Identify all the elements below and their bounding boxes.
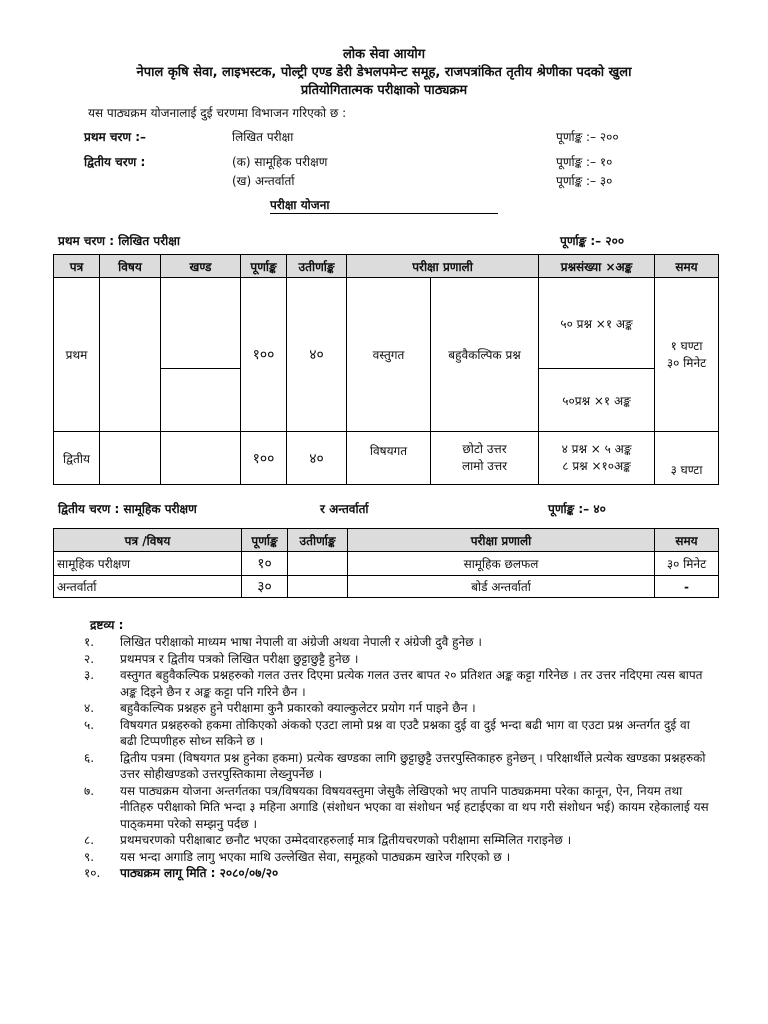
row2-full-marks: १००	[241, 432, 287, 485]
row2-subject	[100, 432, 161, 485]
note-text: यस पाठ्यक्रम योजना अन्तर्गतका पत्र/विषयका विषयवस्तुमा जेसुकै लेखिएको भए तापनि पाठ्यक्रममा परेका कानून, ऐन, नियम तथा नीतिहरु परीक्षाको मिति भन्दा ३ महिना अगाडि (संशोधन भएका वा संशोधन भई हटाईएका वा थप गरी संशोधन भई) कायम रहेकालाई यस पाठ्कममा परेको सम्झनु पर्दछ ।	[120, 783, 709, 831]
row-subject: सामूहिक परीक्षण	[54, 552, 242, 576]
row2-question-count: ४ प्रश्न × ५ अङ्क ८ प्रश्न ×१०अङ्क	[539, 432, 655, 485]
header-line-3: प्रतियोगितात्मक परीक्षाको पाठ्यक्रम	[300, 83, 468, 98]
table2-header-time: समय	[655, 529, 719, 552]
second-stage-label: द्वितीय चरण :	[84, 155, 146, 169]
table2-header-pass-marks: उतीर्णाङ्क	[288, 529, 348, 552]
header-line-2: नेपाल कृषि सेवा, लाइभस्टक, पोल्ट्री एण्ड डेरी डेभलपमेन्ट समूह, राजपत्रांकित तृतीय श्रेणीका पदको खुला	[136, 65, 632, 80]
table1-header-pass-marks: उतीर्णाङ्क	[287, 255, 347, 278]
table1-header-full-marks: पूर्णाङ्क	[241, 255, 287, 278]
row1-full-marks: १००	[241, 278, 287, 432]
row2-question-kind: छोटो उत्तर लामो उत्तर	[431, 432, 539, 485]
note-text: वस्तुगत बहुवैकल्पिक प्रश्नहरुको गलत उत्तर दिएमा प्रत्येक गलत उत्तर बापत २० प्रतिशत अङ्क कट्टा गरिनेछ । तर उत्तर नदिएमा त्यस बापत अङ्क दिइने छैन र अङ्क कट्टा पनि गरिने छैन ।	[120, 668, 703, 699]
list-item	[84, 700, 710, 717]
note-number: ९.	[84, 849, 95, 864]
note-number: १०.	[84, 866, 101, 880]
notes-title: द्रष्टव्य :	[90, 618, 124, 632]
list-item	[84, 832, 710, 849]
table1-header-subject: विषय	[100, 255, 161, 278]
table1-header-time: समय	[655, 255, 719, 278]
row2-exam-type: विषयगत	[347, 432, 431, 485]
header-line-1: लोक सेवा आयोग	[342, 47, 426, 62]
table1-header-question-count: प्रश्नसंख्या ×अङ्क	[539, 255, 655, 278]
table2-caption-mid: र अन्तर्वार्ता	[320, 502, 369, 516]
row1-subject	[100, 278, 161, 432]
list-item	[84, 783, 710, 833]
row-time: ३० मिनेट	[655, 552, 719, 576]
table-row	[54, 576, 719, 598]
row-full-marks: ३०	[242, 576, 288, 598]
table1-header-section: खण्ड	[161, 255, 241, 278]
row-exam-system: बोर्ड अन्तर्वार्ता	[348, 576, 655, 598]
note-text: यस भन्दा अगाडि लागु भएका माथि उल्लेखित सेवा, समूहको पाठ्यक्रम खारेज गरिएको छ ।	[120, 849, 511, 864]
row2-paper: द्वितीय	[54, 432, 100, 485]
note-text: लिखित परीक्षाको माध्यम भाषा नेपाली वा अंग्रेजी अथवा नेपाली र अंग्रेजी दुवै हुनेछ ।	[120, 635, 482, 649]
table2-header-subject: पत्र /विषय	[54, 529, 242, 552]
second-stage-b: (ख) अन्तर्वार्ता	[232, 174, 295, 188]
row1-question-count-b: ५०प्रश्न ×१ अङ्क	[539, 369, 655, 432]
row1-question-count-a: ५० प्रश्न ×१ अङ्क	[539, 278, 655, 369]
table-row	[54, 552, 719, 576]
table1-caption-left: प्रथम चरण : लिखित परीक्षा	[58, 234, 180, 248]
row1-question-kind: बहुवैकल्पिक प्रश्न	[431, 278, 539, 432]
note-text: प्रथमपत्र र द्वितीय पत्रको लिखित परीक्षा छुट्टाछुट्टै हुनेछ ।	[120, 651, 359, 666]
row-pass-marks	[288, 576, 348, 598]
note-number: ७.	[84, 783, 95, 798]
table1-header-paper: पत्र	[54, 255, 100, 278]
note-text: बहुवैकल्पिक प्रश्नहरु हुने परीक्षामा कुनै प्रकारको क्याल्कुलेटर प्रयोग गर्न पाइने छैन ।	[120, 701, 476, 715]
row-pass-marks	[288, 552, 348, 576]
exam-plan-table-1	[53, 254, 719, 485]
note-number: ४.	[84, 701, 95, 715]
note-number: ८.	[84, 833, 95, 847]
list-item	[84, 750, 710, 783]
first-stage-marks: पूर्णाङ्क :– २००	[556, 130, 619, 144]
row1-time: १ घण्टा ३० मिनेट	[655, 278, 719, 432]
note-text: प्रथमचरणको परीक्षाबाट छनौट भएका उम्मेदवारहरुलाई मात्र द्वितीयचरणको परीक्षामा सम्मिलित गराइनेछ ।	[120, 833, 572, 847]
row1-section-b	[161, 369, 241, 432]
note-number: ६.	[84, 750, 95, 765]
table1-caption-right: पूर्णाङ्क :– २००	[560, 234, 625, 248]
note-number: ३.	[84, 668, 95, 682]
list-item	[84, 865, 710, 882]
list-item	[84, 849, 710, 866]
note-text: विषयगत प्रश्नहरुको हकमा तोकिएको अंकको एउटा लामो प्रश्न वा एउटै प्रश्नका दुई वा दुई भन्दा बढी भाग वा एउटा प्रश्न अन्तर्गत दुई वा बढी टिप्पणीहरु सोध्न सकिने छ ।	[120, 717, 690, 748]
notes-list	[84, 634, 710, 882]
second-stage-b-marks: पूर्णाङ्क :– ३०	[556, 174, 613, 188]
row1-section-a	[161, 278, 241, 369]
row2-pass-marks: ४०	[287, 432, 347, 485]
row-time: -	[655, 576, 719, 598]
list-item	[84, 717, 710, 750]
list-item	[84, 667, 710, 700]
first-stage-value: लिखित परीक्षा	[232, 130, 294, 144]
intro-text: यस पाठ्यक्रम योजनालाई दुई चरणमा विभाजन गरिएको छ :	[88, 106, 347, 120]
row1-pass-marks: ४०	[287, 278, 347, 432]
plan-title: परीक्षा योजना	[270, 196, 498, 214]
table2-caption-right: पूर्णाङ्क :– ४०	[548, 502, 606, 516]
row-full-marks: १०	[242, 552, 288, 576]
list-item	[84, 651, 710, 668]
table2-header-full-marks: पूर्णाङ्क	[242, 529, 288, 552]
table-row	[54, 278, 719, 369]
row1-paper: प्रथम	[54, 278, 100, 432]
table-row	[54, 432, 719, 485]
note-text: पाठ्यक्रम लागू मिति : २०८०/०७/२०	[120, 866, 279, 880]
table2-caption-left: द्वितीय चरण : सामूहिक परीक्षण	[58, 502, 197, 516]
row2-time: ३ घण्टा	[655, 432, 719, 485]
row2-section	[161, 432, 241, 485]
note-text: द्वितीय पत्रमा (विषयगत प्रश्न हुनेका हकमा) प्रत्येक खण्डका लागि छुट्टाछुट्टै उत्तरपुस्तिकाहरु हुनेछन् । परिक्षार्थीले प्रत्येक खण्डका प्रश्नहरुको उत्तर सोहीखण्डको उत्तरपुस्तिकामा लेख्नुपर्नेछ ।	[120, 750, 706, 781]
table1-header-exam-system: परीक्षा प्रणाली	[347, 255, 539, 278]
row1-exam-type: वस्तुगत	[347, 278, 431, 432]
second-stage-a: (क) सामूहिक परीक्षण	[232, 155, 328, 169]
row-subject: अन्तर्वार्ता	[54, 576, 242, 598]
note-number: ५.	[84, 717, 95, 732]
second-stage-a-marks: पूर्णाङ्क :– १०	[556, 155, 613, 169]
note-number: १.	[84, 635, 95, 649]
table2-header-exam-system: परीक्षा प्रणाली	[348, 529, 655, 552]
row-exam-system: सामूहिक छलफल	[348, 552, 655, 576]
first-stage-label: प्रथम चरण :–	[84, 130, 147, 144]
list-item	[84, 634, 710, 651]
exam-plan-table-2	[53, 528, 719, 598]
note-number: २.	[84, 651, 95, 666]
